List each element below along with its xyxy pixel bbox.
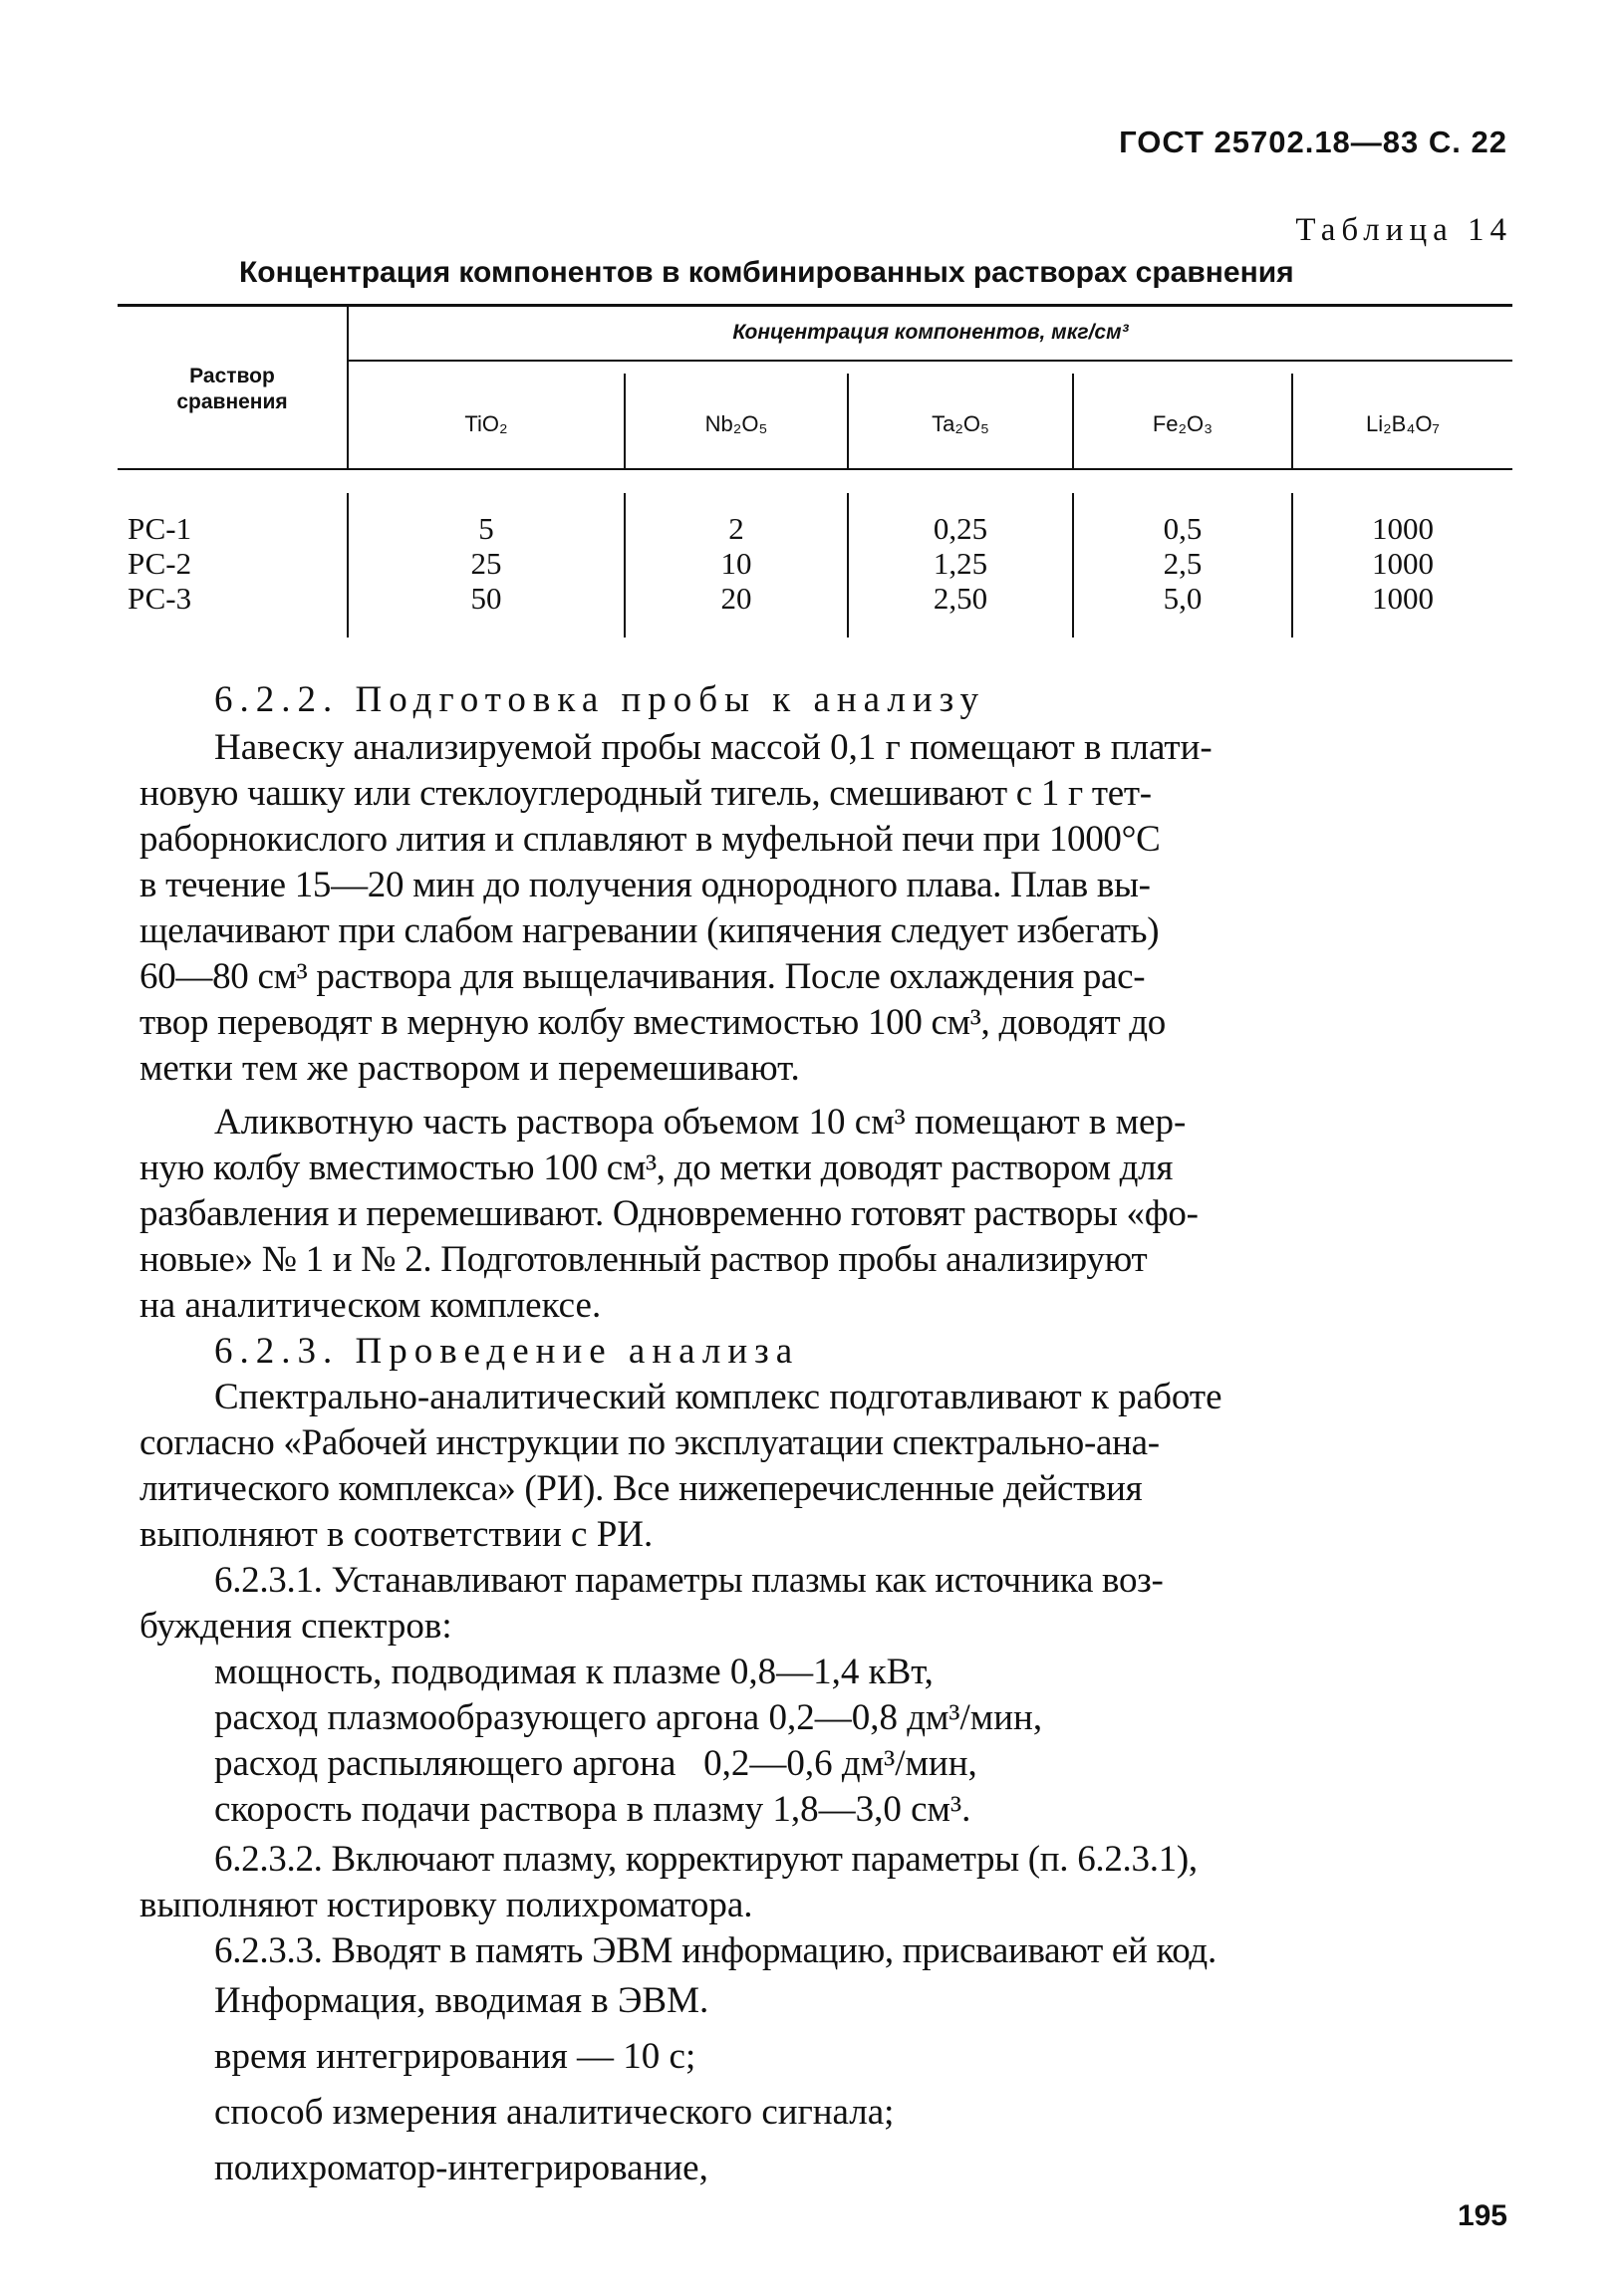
table-cell: 5 (478, 511, 494, 546)
column-header: Nb₂O₅ (704, 411, 768, 436)
table-cell: 1000 (1372, 511, 1434, 546)
row-header (118, 364, 347, 415)
table-top-rule (118, 304, 1512, 307)
text-line: полихроматор-интегрирование, (214, 2148, 708, 2188)
col-fe2o3-values (1074, 511, 1291, 616)
row-name: РС-1 (128, 511, 192, 546)
col-ta2o5-values (849, 511, 1072, 616)
page-number: 195 (1457, 2199, 1507, 2232)
table-cell: 0,25 (933, 511, 988, 546)
text-line: новые» № 1 и № 2. Подготовленный раствор пробы анализируют (139, 1239, 1148, 1280)
text-line: Информация, вводимая в ЭВМ. (214, 1980, 709, 2021)
column-header: TiO₂ (464, 411, 508, 436)
text-line: в течение 15—20 мин до получения однородного плава. Плав вы- (139, 865, 1151, 905)
text-line: выполняют в соответствии с РИ. (139, 1514, 654, 1555)
body-text (139, 677, 1514, 2191)
paragraph-6-2-2-a (139, 725, 1514, 1092)
text-line: выполняют юстировку полихроматора. (139, 1885, 753, 1925)
text-line: Спектрально-аналитический комплекс подготавливают к работе (214, 1377, 1222, 1417)
table-cell: 2,5 (1163, 546, 1203, 581)
text-line: новую чашку или стеклоуглеродный тигель, смешивают с 1 г тет- (139, 773, 1152, 814)
table-cell: 25 (470, 546, 502, 581)
text-line: щелачивают при слабом нагревании (кипячения следует избегать) (139, 910, 1160, 951)
text-line: литического комплекса» (РИ). Все нижеперечисленные действия (139, 1468, 1143, 1509)
column-header: Fe₂O₃ (1152, 411, 1214, 436)
table-cell: 0,5 (1163, 511, 1203, 546)
text-line: согласно «Рабочей инструкции по эксплуатации спектрально-ана- (139, 1422, 1160, 1463)
table-cell: 5,0 (1163, 581, 1203, 616)
text-line: на аналитическом комплексе. (139, 1285, 602, 1326)
text-line: 6.2.3.1. Устанавливают параметры плазмы как источника воз- (214, 1560, 1164, 1601)
paragraph-6-2-3-2 (139, 1837, 1514, 1928)
table-cell: 1000 (1372, 546, 1434, 581)
col-li2b4o7-values (1293, 511, 1512, 616)
paragraph-6-2-3-3 (139, 1928, 1514, 2191)
text-line: разбавления и перемешивают. Одновременно готовят растворы «фо- (139, 1193, 1199, 1234)
row-name: РС-2 (128, 546, 192, 581)
table-group-rule (347, 360, 1512, 362)
parameter-line: расход распыляющего аргона 0,2—0,6 дм³/мин, (214, 1743, 977, 1784)
column-header: Ta₂O₅ (932, 411, 989, 436)
plasma-parameters-list (139, 1650, 1514, 1833)
table-cell: 1000 (1372, 581, 1434, 616)
row-name: РС-3 (128, 581, 192, 616)
text-line: время интегрирования — 10 с; (214, 2036, 696, 2077)
text-line: способ измерения аналитического сигнала; (214, 2092, 895, 2133)
column-group-header: Концентрация компонентов, мкг/см³ (732, 321, 1129, 344)
text-line: 60—80 см³ раствора для выщелачивания. После охлаждения рас- (139, 956, 1146, 997)
running-head: ГОСТ 25702.18—83 С. 22 (1119, 125, 1507, 159)
row-names (128, 511, 327, 616)
table-caption: Концентрация компонентов в комбинированных растворах сравнения (239, 256, 1294, 289)
text-line: Навеску анализируемой пробы массой 0,1 г помещают в плати- (214, 727, 1213, 768)
row-header-line: сравнения (176, 390, 288, 413)
parameter-line: мощность, подводимая к плазме 0,8—1,4 кВт, (214, 1652, 934, 1692)
text-line: твор переводят в мерную колбу вместимостью 100 см³, доводят до (139, 1002, 1167, 1043)
section-heading-6-2-3: 6.2.3. Проведение анализа (214, 1331, 800, 1372)
paragraph-6-2-3 (139, 1375, 1514, 1558)
text-line: раборнокислого лития и сплавляют в муфельной печи при 1000°С (139, 819, 1161, 860)
col-nb2o5-values (626, 511, 847, 616)
table-cell: 2 (728, 511, 744, 546)
parameter-line: расход плазмообразующего аргона 0,2—0,8 дм³/мин, (214, 1697, 1043, 1738)
section-heading-6-2-2: 6.2.2. Подготовка пробы к анализу (214, 679, 986, 720)
col-tio2-values (349, 511, 624, 616)
row-header-line: Раствор (189, 365, 275, 387)
paragraph-6-2-2-b (139, 1100, 1514, 1329)
table-cell: 1,25 (933, 546, 988, 581)
paragraph-6-2-3-1 (139, 1558, 1514, 1650)
table-cell: 20 (720, 581, 752, 616)
text-line: Аликвотную часть раствора объемом 10 см³ помещают в мер- (214, 1102, 1187, 1143)
parameter-line: скорость подачи раствора в плазму 1,8—3,0 см³. (214, 1789, 971, 1830)
text-line: буждения спектров: (139, 1606, 452, 1647)
text-line: 6.2.3.2. Включают плазму, корректируют параметры (п. 6.2.3.1), (214, 1839, 1198, 1880)
text-line: 6.2.3.3. Вводят в память ЭВМ информацию, присваивают ей код. (214, 1930, 1216, 1971)
table-header-rule (118, 468, 1512, 470)
concentration-table (118, 304, 1512, 647)
table-cell: 10 (720, 546, 752, 581)
table-cell: 50 (470, 581, 502, 616)
table-label: Таблица 14 (1295, 212, 1512, 248)
table-cell: 2,50 (933, 581, 988, 616)
column-header: Li₂B₄O₇ (1366, 411, 1440, 436)
text-line: ную колбу вместимостью 100 см³, до метки доводят раствором для (139, 1148, 1174, 1188)
text-line: метки тем же раствором и перемешивают. (139, 1048, 800, 1089)
